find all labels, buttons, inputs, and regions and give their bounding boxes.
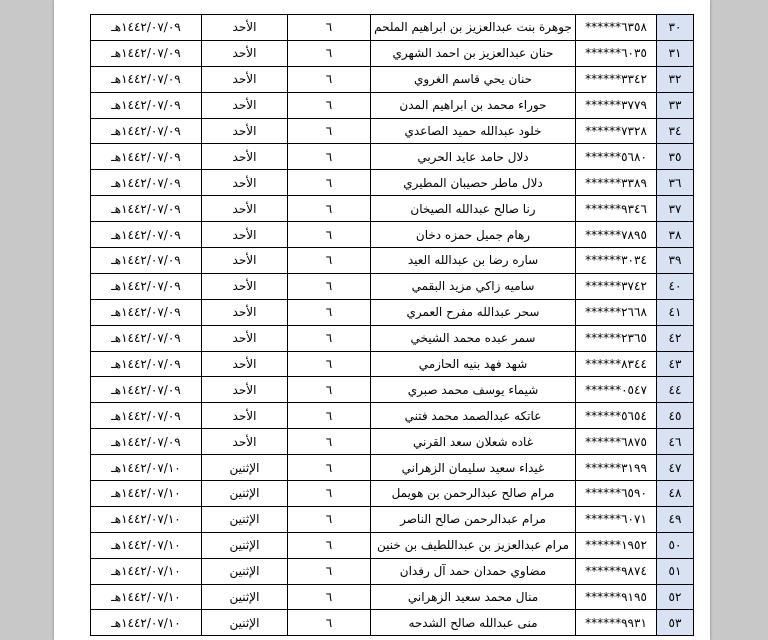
id-number-cell: ******٣٧٧٩ — [576, 92, 657, 118]
id-number-cell: ******٢٦٦٨ — [576, 299, 657, 325]
date-cell: ١٤٤٢/٠٧/٠٩هـ — [91, 299, 202, 325]
row-number-cell: ٤٦ — [657, 429, 694, 455]
trainee-name-cell: منى عبدالله صالح الشدحه — [371, 610, 576, 636]
id-number-cell: ******٦٠٧١ — [576, 506, 657, 532]
table-row — [91, 455, 694, 481]
group-cell: ٦ — [288, 325, 371, 351]
date-cell: ١٤٤٢/٠٧/١٠هـ — [91, 558, 202, 584]
document-page — [54, 0, 710, 640]
day-cell: الأحد — [202, 222, 288, 248]
row-number-cell: ٣٤ — [657, 118, 694, 144]
id-number-cell: ******٢٣٦٥ — [576, 325, 657, 351]
id-number-cell: ******٩١٩٥ — [576, 584, 657, 610]
date-cell: ١٤٤٢/٠٧/١٠هـ — [91, 584, 202, 610]
trainee-name-cell: حنان عبدالعزيز بن احمد الشهري — [371, 40, 576, 66]
table-row — [91, 66, 694, 92]
id-number-cell: ******٩٣٤٦ — [576, 196, 657, 222]
id-number-cell: ******٧٣٢٨ — [576, 118, 657, 144]
trainee-name-cell: دلال ماطر حصيبان المطيري — [371, 170, 576, 196]
row-number-cell: ٣٠ — [657, 15, 694, 41]
id-number-cell: ******٦٠٣٥ — [576, 40, 657, 66]
group-cell: ٦ — [288, 248, 371, 274]
id-number-cell: ******٦٣٥٨ — [576, 15, 657, 41]
table-row — [91, 403, 694, 429]
trainee-name-cell: ساره رضا بن عبدالله العيد — [371, 248, 576, 274]
group-cell: ٦ — [288, 273, 371, 299]
date-cell: ١٤٤٢/٠٧/٠٩هـ — [91, 170, 202, 196]
table-row — [91, 532, 694, 558]
trainee-name-cell: مرام عبدالعزيز بن عبداللطيف بن خنين — [371, 532, 576, 558]
roster-table-body — [91, 15, 694, 636]
group-cell: ٦ — [288, 481, 371, 507]
day-cell: الأحد — [202, 299, 288, 325]
row-number-cell: ٤٧ — [657, 455, 694, 481]
day-cell: الإثنين — [202, 506, 288, 532]
group-cell: ٦ — [288, 222, 371, 248]
id-number-cell: ******٦٨٧٥ — [576, 429, 657, 455]
row-number-cell: ٤٩ — [657, 506, 694, 532]
trainee-name-cell: غيداء سعيد سليمان الزهراني — [371, 455, 576, 481]
group-cell: ٦ — [288, 196, 371, 222]
group-cell: ٦ — [288, 558, 371, 584]
trainee-name-cell: منال محمد سعيد الزهراني — [371, 584, 576, 610]
row-number-cell: ٥١ — [657, 558, 694, 584]
row-number-cell: ٣٢ — [657, 66, 694, 92]
day-cell: الأحد — [202, 429, 288, 455]
table-row — [91, 15, 694, 41]
day-cell: الأحد — [202, 377, 288, 403]
group-cell: ٦ — [288, 506, 371, 532]
id-number-cell: ******٣٣٨٩ — [576, 170, 657, 196]
date-cell: ١٤٤٢/٠٧/١٠هـ — [91, 610, 202, 636]
row-number-cell: ٣٩ — [657, 248, 694, 274]
day-cell: الإثنين — [202, 455, 288, 481]
row-number-cell: ٣٨ — [657, 222, 694, 248]
date-cell: ١٤٤٢/٠٧/١٠هـ — [91, 481, 202, 507]
day-cell: الأحد — [202, 196, 288, 222]
day-cell: الأحد — [202, 325, 288, 351]
group-cell: ٦ — [288, 403, 371, 429]
group-cell: ٦ — [288, 66, 371, 92]
row-number-cell: ٣٥ — [657, 144, 694, 170]
table-row — [91, 377, 694, 403]
date-cell: ١٤٤٢/٠٧/٠٩هـ — [91, 377, 202, 403]
trainee-name-cell: سمر عبده محمد الشيخي — [371, 325, 576, 351]
date-cell: ١٤٤٢/٠٧/٠٩هـ — [91, 118, 202, 144]
trainee-name-cell: سحر عبدالله مفرح العمري — [371, 299, 576, 325]
trainee-name-cell: رنا صالح عبدالله الصيخان — [371, 196, 576, 222]
trainee-name-cell: جوهرة بنت عبدالعزيز بن ابراهيم الملحم — [371, 15, 576, 41]
table-row — [91, 506, 694, 532]
group-cell: ٦ — [288, 455, 371, 481]
group-cell: ٦ — [288, 584, 371, 610]
day-cell: الإثنين — [202, 481, 288, 507]
group-cell: ٦ — [288, 610, 371, 636]
day-cell: الأحد — [202, 403, 288, 429]
table-row — [91, 610, 694, 636]
date-cell: ١٤٤٢/٠٧/٠٩هـ — [91, 222, 202, 248]
trainee-name-cell: مرام عبدالرحمن صالح الناصر — [371, 506, 576, 532]
group-cell: ٦ — [288, 170, 371, 196]
date-cell: ١٤٤٢/٠٧/٠٩هـ — [91, 248, 202, 274]
day-cell: الأحد — [202, 144, 288, 170]
id-number-cell: ******٥٦٥٤ — [576, 403, 657, 429]
table-row — [91, 40, 694, 66]
row-number-cell: ٥٢ — [657, 584, 694, 610]
trainee-name-cell: حوراء محمد بن ابراهيم المدن — [371, 92, 576, 118]
date-cell: ١٤٤٢/٠٧/٠٩هـ — [91, 429, 202, 455]
date-cell: ١٤٤٢/٠٧/٠٩هـ — [91, 66, 202, 92]
trainee-name-cell: شهد فهد بنيه الحازمي — [371, 351, 576, 377]
day-cell: الإثنين — [202, 610, 288, 636]
day-cell: الأحد — [202, 66, 288, 92]
row-number-cell: ٣٦ — [657, 170, 694, 196]
table-row — [91, 196, 694, 222]
trainee-name-cell: ساميه زاكي مزيد البقمي — [371, 273, 576, 299]
table-row — [91, 481, 694, 507]
id-number-cell: ******٣١٩٩ — [576, 455, 657, 481]
group-cell: ٦ — [288, 429, 371, 455]
date-cell: ١٤٤٢/٠٧/٠٩هـ — [91, 144, 202, 170]
id-number-cell: ******٠٥٤٧ — [576, 377, 657, 403]
day-cell: الأحد — [202, 351, 288, 377]
day-cell: الأحد — [202, 273, 288, 299]
group-cell: ٦ — [288, 144, 371, 170]
table-row — [91, 299, 694, 325]
trainee-name-cell: شيماء يوسف محمد صبري — [371, 377, 576, 403]
trainee-name-cell: غاده شعلان سعد القرني — [371, 429, 576, 455]
trainee-name-cell: حنان يحي قاسم الغروي — [371, 66, 576, 92]
trainee-name-cell: خلود عبدالله حميد الصاعدي — [371, 118, 576, 144]
row-number-cell: ٣١ — [657, 40, 694, 66]
group-cell: ٦ — [288, 40, 371, 66]
trainee-name-cell: عاتكه عبدالصمد محمد فتني — [371, 403, 576, 429]
table-row — [91, 584, 694, 610]
row-number-cell: ٥٣ — [657, 610, 694, 636]
date-cell: ١٤٤٢/٠٧/٠٩هـ — [91, 92, 202, 118]
group-cell: ٦ — [288, 15, 371, 41]
row-number-cell: ٤٥ — [657, 403, 694, 429]
roster-table — [90, 14, 694, 636]
row-number-cell: ٤٢ — [657, 325, 694, 351]
date-cell: ١٤٤٢/٠٧/٠٩هـ — [91, 403, 202, 429]
table-row — [91, 248, 694, 274]
group-cell: ٦ — [288, 351, 371, 377]
row-number-cell: ٤٠ — [657, 273, 694, 299]
row-number-cell: ٥٠ — [657, 532, 694, 558]
date-cell: ١٤٤٢/٠٧/١٠هـ — [91, 455, 202, 481]
table-row — [91, 429, 694, 455]
id-number-cell: ******١٩٥٢ — [576, 532, 657, 558]
day-cell: الأحد — [202, 15, 288, 41]
table-row — [91, 118, 694, 144]
table-row — [91, 325, 694, 351]
trainee-name-cell: مضاوي حمدان حمد آل رفدان — [371, 558, 576, 584]
row-number-cell: ٤١ — [657, 299, 694, 325]
id-number-cell: ******٩٨٧٤ — [576, 558, 657, 584]
group-cell: ٦ — [288, 92, 371, 118]
day-cell: الأحد — [202, 118, 288, 144]
table-row — [91, 92, 694, 118]
day-cell: الأحد — [202, 248, 288, 274]
table-row — [91, 170, 694, 196]
table-row — [91, 273, 694, 299]
table-row — [91, 351, 694, 377]
table-row — [91, 558, 694, 584]
row-number-cell: ٤٣ — [657, 351, 694, 377]
day-cell: الأحد — [202, 170, 288, 196]
id-number-cell: ******٣٧٤٢ — [576, 273, 657, 299]
group-cell: ٦ — [288, 532, 371, 558]
id-number-cell: ******٥٦٨٠ — [576, 144, 657, 170]
id-number-cell: ******٩٩٣١ — [576, 610, 657, 636]
trainee-name-cell: مرام صالح عبدالرحمن بن هويمل — [371, 481, 576, 507]
day-cell: الإثنين — [202, 532, 288, 558]
id-number-cell: ******٣٠٣٤ — [576, 248, 657, 274]
day-cell: الأحد — [202, 40, 288, 66]
date-cell: ١٤٤٢/٠٧/٠٩هـ — [91, 351, 202, 377]
day-cell: الإثنين — [202, 584, 288, 610]
date-cell: ١٤٤٢/٠٧/١٠هـ — [91, 532, 202, 558]
row-number-cell: ٣٧ — [657, 196, 694, 222]
table-row — [91, 222, 694, 248]
row-number-cell: ٤٨ — [657, 481, 694, 507]
date-cell: ١٤٤٢/٠٧/٠٩هـ — [91, 273, 202, 299]
date-cell: ١٤٤٢/٠٧/١٠هـ — [91, 506, 202, 532]
row-number-cell: ٤٤ — [657, 377, 694, 403]
group-cell: ٦ — [288, 299, 371, 325]
day-cell: الأحد — [202, 92, 288, 118]
id-number-cell: ******٣٣٤٢ — [576, 66, 657, 92]
date-cell: ١٤٤٢/٠٧/٠٩هـ — [91, 40, 202, 66]
date-cell: ١٤٤٢/٠٧/٠٩هـ — [91, 15, 202, 41]
trainee-name-cell: رهام جميل حمزه دخان — [371, 222, 576, 248]
day-cell: الإثنين — [202, 558, 288, 584]
id-number-cell: ******٦٥٩٠ — [576, 481, 657, 507]
date-cell: ١٤٤٢/٠٧/٠٩هـ — [91, 196, 202, 222]
group-cell: ٦ — [288, 118, 371, 144]
trainee-name-cell: دلال حامد عايد الحربي — [371, 144, 576, 170]
group-cell: ٦ — [288, 377, 371, 403]
id-number-cell: ******٨٣٤٤ — [576, 351, 657, 377]
table-row — [91, 144, 694, 170]
id-number-cell: ******٧٨٩٥ — [576, 222, 657, 248]
row-number-cell: ٣٣ — [657, 92, 694, 118]
date-cell: ١٤٤٢/٠٧/٠٩هـ — [91, 325, 202, 351]
